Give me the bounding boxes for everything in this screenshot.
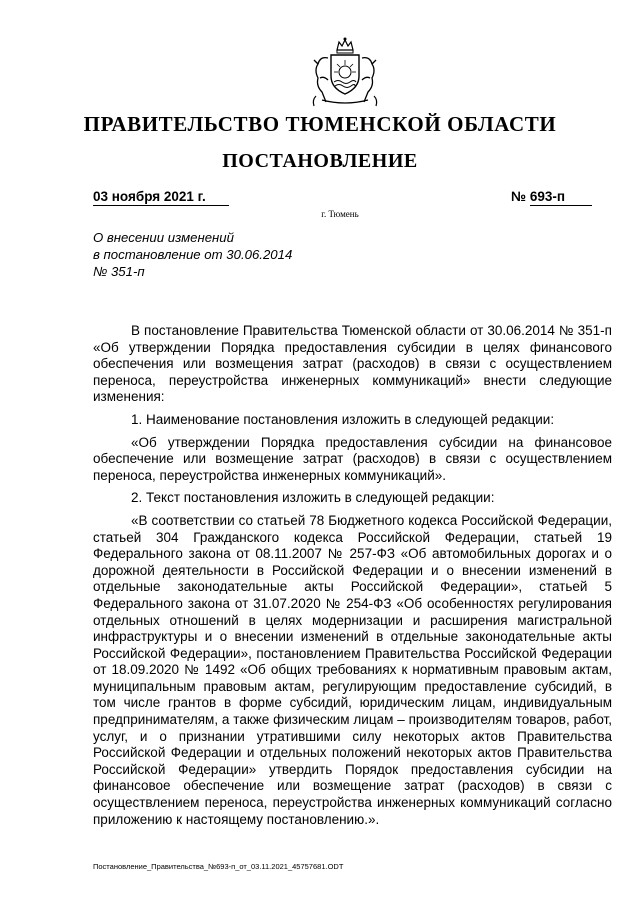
government-title: ПРАВИТЕЛЬСТВО ТЮМЕНСКОЙ ОБЛАСТИ [83,112,557,136]
coat-of-arms-icon [304,36,386,108]
subject-line: О внесении изменений [93,230,234,245]
document-date: 03 ноября 2021 г. [93,189,229,206]
footer-filename: Постановление_Правительства_№693-п_от_03.11.2021_45757681.ODT [93,862,344,871]
body-paragraph: В постановление Правительства Тюменской области от 30.06.2014 № 351-п «Об утверждении Порядка предоставления субсидии в целях финансового обеспечения или возмещения затрат (расходов) в связи с осуществлением переноса, переустройства инженерных коммуникаций» внести следующие изменения: [93,323,612,405]
document-body [93,323,612,834]
body-paragraph: «Об утверждении Порядка предоставления субсидии на финансовое обеспечение или возмещение затрат (расходов) в связи с осуществлением переноса, переустройства инженерных коммуникаций». [93,434,612,483]
number-value: 693-п [530,189,592,206]
body-paragraph: 1. Наименование постановления изложить в следующей редакции: [131,411,555,427]
subject-line: в постановление от 30.06.2014 [93,247,293,262]
number-sign: № [511,189,527,204]
body-paragraph: «В соответствии со статьей 78 Бюджетного кодекса Российской Федерации, статьей 304 Гражданского кодекса Российской Федерации, статьей 19 Федерального закона от 08.11.2007 № 257-ФЗ «Об автомобильных дорогах и о дорожной деятельности в Российской Федерации и о внесении изменений в отдельные законодательные акты Российской Федерации», статьей 5 Федерального закона от 31.07.2020 № 254-ФЗ «Об особенностях регулирования отдельных отношений в целях модернизации и расширения магистральной инфраструктуры и о внесении изменений в отдельные законодательные акты Российской Федерации», постановлением Правительства Российской Федерации от 18.09.2020 № 1492 «Об общих требованиях к нормативным правовым актам, муниципальным правовым актам, регулирующим предоставление субсидий, в том числе грантов в форме субсидий, юридическим лицам, индивидуальным предпринимателям, а также физическим лицам – производителям товаров, работ, услуг, и о признании утратившими силу некоторых актов Правительства Российской Федерации и отдельных положений некоторых актов Правительства Российской Федерации» утвердить Порядок предоставления субсидии на финансовое обеспечение или возмещение затрат (расходов) в связи с осуществлением переноса, переустройства инженерных коммуникаций согласно приложению к настоящему постановлению.». [93,512,612,827]
city: г. Тюмень [321,209,359,219]
document-type: ПОСТАНОВЛЕНИЕ [222,150,418,172]
subject-line: № 351-п [93,264,145,279]
body-paragraph: 2. Текст постановления изложить в следующей редакции: [131,490,495,506]
document-subject [93,229,353,280]
document-number [511,189,604,206]
